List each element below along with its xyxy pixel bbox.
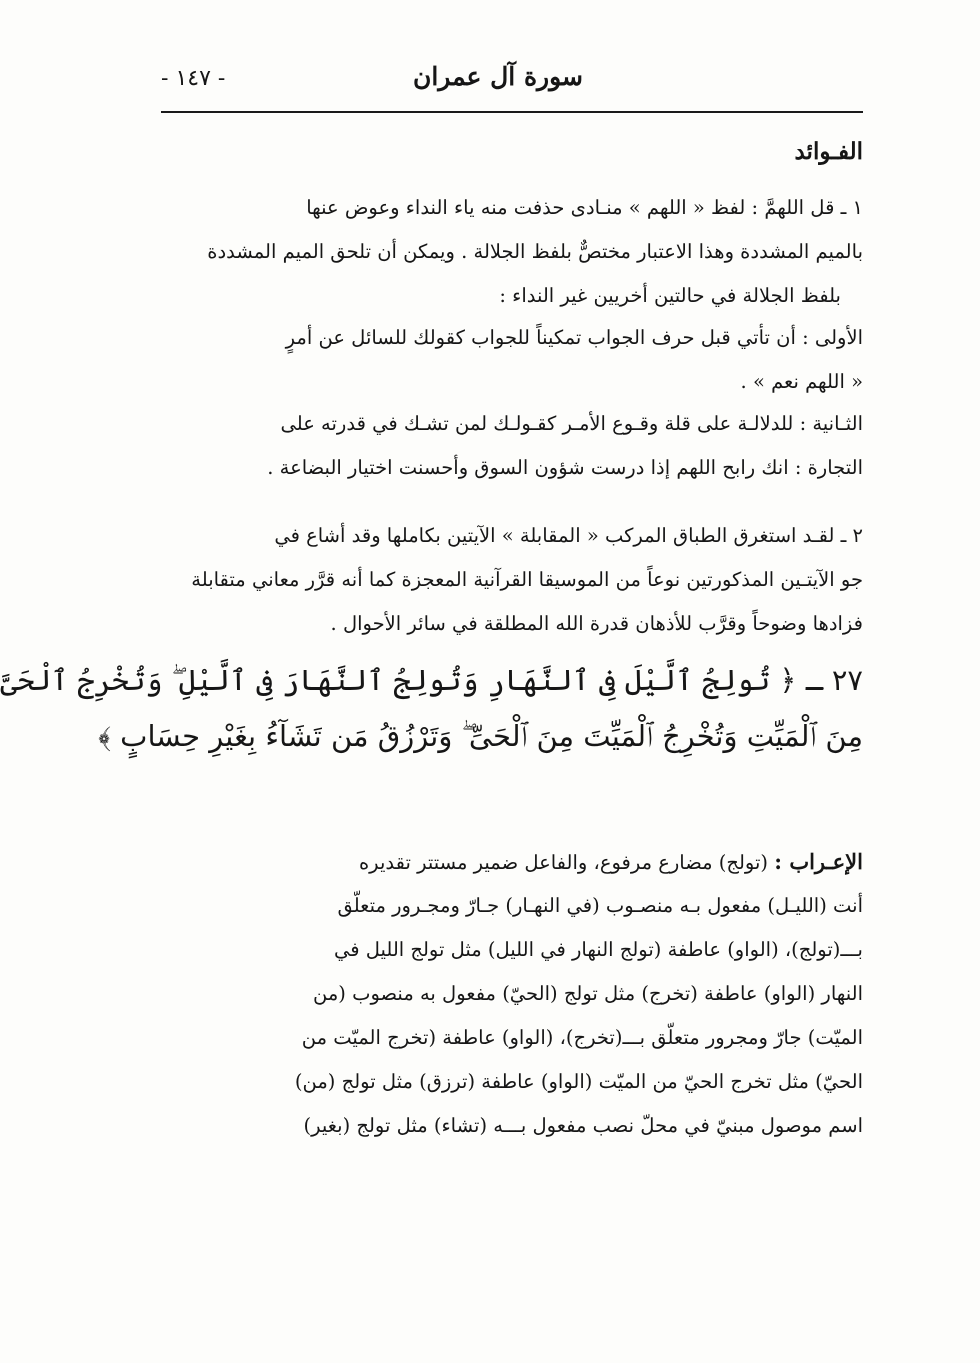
verse-line: ٢٧ ـ ﴿ تُولِجُ ٱلَّيْلَ فِى ٱلنَّهَارِ وَتُولِجُ ٱلنَّهَارَ فِى ٱلَّيْلِ ۖ وَتُخْرِجُ ٱلْحَىَّ [0, 663, 863, 697]
first-case [161, 316, 863, 404]
text-line: جو الآيتـين المذكورتين نوعاً من الموسيقا القرآنية المعجزة كما أنه قرَّر معاني متقابلة [191, 568, 863, 591]
text-line: ١ ـ قل اللهمَّ : لفظ « اللهم » منـادى حذفت منه ياء النداء وعوض عنها [306, 196, 863, 219]
text-line: ٢ ـ لقـد استغرق الطباق المركب « المقابلة » الآيتين بكاملها وقد أشاع في [274, 524, 863, 547]
text-line: « اللهم نعم » . [740, 370, 863, 393]
text-line: أنت (الليـل) مفعول بـه منصـوب (في النهـار) جـارّ ومجـرور متعلّق [337, 894, 863, 917]
quran-verse-27 [0, 652, 863, 764]
text-line: الحيّ) مثل تخرج الحيّ من الميّت (الواو) عاطفة (ترزق) مثل تولج (من) [294, 1070, 863, 1093]
benefit-point-2 [161, 514, 863, 646]
text-line: فزادها وضوحاً وقرَّب للأذهان قدرة الله المطلقة في سائر الأحوال . [330, 612, 863, 635]
text-line: النهار (الواو) عاطفة (تخرج) مثل تولج (الحيّ) مفعول به منصوب (من [313, 982, 863, 1005]
irab-first-line [161, 840, 863, 884]
text-line: اسم موصول مبنيّ في محلّ نصب مفعول بـــه (تشاء) مثل تولج (بغير) [303, 1114, 863, 1137]
irab-section [161, 840, 863, 1148]
text-line: الثـانية : للدلالـة على قلة وقـوع الأمـر كقـولـك لمن تشـك في قدرته على [280, 412, 863, 435]
irab-heading: الإعـراب : [774, 849, 863, 874]
header-divider [161, 111, 863, 113]
verse-line: مِنَ ٱلْمَيِّتِ وَتُخْرِجُ ٱلْمَيِّتَ مِنَ ٱلْحَىِّ ۖ وَتَرْزُقُ مَن تَشَآءُ بِغَيْرِ حِسَابٍ ﴾ [98, 719, 863, 753]
text-line: بـــ(تولج)، (الواو) عاطفة (تولج النهار في الليل) مثل تولج الليل في [333, 938, 863, 961]
second-case [161, 402, 863, 490]
irab-text: (تولج) مضارع مرفوع، والفاعل ضمير مستتر تقديره [358, 851, 769, 874]
text-line: الأولى : أن تأتي قبل حرف الجواب تمكيناً للجواب كقولك للسائل عن أمرٍ [285, 326, 863, 349]
text-line: بالميم المشددة وهذا الاعتبار مختصٌّ بلفظ الجلالة . ويمكن أن تلحق الميم المشددة [207, 240, 863, 263]
text-line: بلفظ الجلالة في حالتين أخريين غير النداء : [499, 284, 841, 307]
text-line: الميّت) جارّ ومجرور متعلّق بـــ(تخرج)، (الواو) عاطفة (تخرج الميّت من [301, 1026, 863, 1049]
text-line: التجارة : انك رابح اللهم إذا درست شؤون السوق وأحسنت اختيار البضاعة . [267, 456, 863, 479]
benefits-heading: الفـوائد [794, 138, 863, 165]
surah-title: سورة آل عمران [412, 62, 583, 91]
benefit-point-1 [161, 186, 863, 318]
page-number: - ١٤٧ - [161, 66, 226, 91]
page-header [161, 54, 863, 110]
